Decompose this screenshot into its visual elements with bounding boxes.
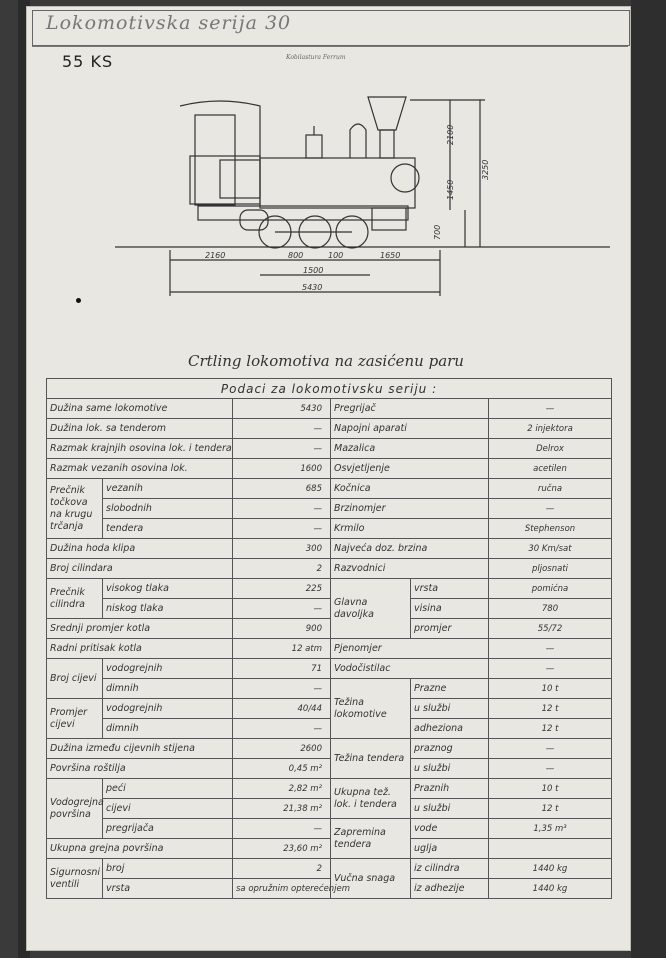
cell-value: 225 (233, 579, 331, 599)
cell-label: Osvjetljenje (331, 459, 489, 479)
dim-label: 700 (433, 224, 442, 240)
cell-value: — (489, 739, 612, 759)
cell-label: Praznih (411, 779, 489, 799)
cell-value: — (233, 819, 331, 839)
dim-label: 2100 (446, 124, 455, 145)
cell-value: 1,35 m³ (489, 819, 612, 839)
table-row (47, 839, 612, 859)
cell-value: 12 t (489, 699, 612, 719)
cell-label: niskog tlaka (103, 599, 233, 619)
dim-label: 2160 (205, 251, 226, 260)
table-row (47, 819, 612, 839)
cell-label: peći (103, 779, 233, 799)
cell-label: Pjenomjer (331, 639, 489, 659)
cell-label: Dužina same lokomotive (47, 399, 233, 419)
table-row (47, 779, 612, 799)
cell-value: 1600 (233, 459, 331, 479)
cell-value: pljosnati (489, 559, 612, 579)
cell-label: Broj cilindara (47, 559, 233, 579)
cell-label: adheziona (411, 719, 489, 739)
cell-label: dimnih (103, 679, 233, 699)
group-label: Glavna davoljka (331, 579, 411, 639)
table-row (47, 739, 612, 759)
table-caption: Crtling lokomotiva na zasićenu paru (188, 352, 464, 370)
table-row (47, 459, 612, 479)
dim-label: 5430 (302, 283, 323, 292)
cell-label: Brzinomjer (331, 499, 489, 519)
drawing-top-caption: Kobilastura Ferrum (286, 54, 346, 61)
cell-label: cijevi (103, 799, 233, 819)
group-label: Prečnik točkova na krugu trčanja (47, 479, 103, 539)
cell-label: Ukupna grejna površina (47, 839, 233, 859)
cell-value: — (489, 659, 612, 679)
header-rule (32, 46, 628, 47)
cell-value: 55/72 (489, 619, 612, 639)
group-label: Prečnik cilindra (47, 579, 103, 619)
cell-value: — (233, 599, 331, 619)
cell-value: 0,45 m² (233, 759, 331, 779)
table-row (47, 479, 612, 499)
cell-value: — (233, 519, 331, 539)
table-row (47, 879, 612, 899)
cell-label: u službi (411, 699, 489, 719)
cell-value: pomićna (489, 579, 612, 599)
table-title: Podaci za lokomotivsku seriju : (47, 379, 612, 399)
cell-value: 12 t (489, 799, 612, 819)
table-row (47, 439, 612, 459)
cell-label: vezanih (103, 479, 233, 499)
table-row (47, 419, 612, 439)
cell-value: sa opružnim opterećenjem (233, 879, 331, 899)
cell-label: pregrijača (103, 819, 233, 839)
cell-label: Razvodnici (331, 559, 489, 579)
series-title: Lokomotivska serija 30 (46, 12, 292, 34)
table-row (47, 399, 612, 419)
table-row (47, 579, 612, 599)
cell-value: 1440 kg (489, 879, 612, 899)
background-edge (631, 0, 666, 958)
cell-value: 300 (233, 539, 331, 559)
table-row (47, 659, 612, 679)
table-row (47, 519, 612, 539)
cell-value: ručna (489, 479, 612, 499)
table-row (47, 379, 612, 399)
cell-label: vrsta (411, 579, 489, 599)
cell-label: Mazalica (331, 439, 489, 459)
cell-value: 2 (233, 559, 331, 579)
cell-label: iz cilindra (411, 859, 489, 879)
table-row (47, 759, 612, 779)
table-row (47, 859, 612, 879)
table-row (47, 799, 612, 819)
cell-value: 2 (233, 859, 331, 879)
cell-label: vodogrejnih (103, 659, 233, 679)
group-label: Težina lokomotive (331, 679, 411, 739)
cell-value: 780 (489, 599, 612, 619)
cell-label: promjer (411, 619, 489, 639)
cell-value: acetilen (489, 459, 612, 479)
cell-label: visokog tlaka (103, 579, 233, 599)
cell-value: — (233, 439, 331, 459)
cell-label: iz adhezije (411, 879, 489, 899)
cell-value: 2600 (233, 739, 331, 759)
cell-value: 12 t (489, 719, 612, 739)
table-row (47, 499, 612, 519)
spec-table (46, 378, 612, 899)
cell-label: Radni pritisak kotla (47, 639, 233, 659)
cell-label: Dužina lok. sa tenderom (47, 419, 233, 439)
cell-label: vrsta (103, 879, 233, 899)
dim-label: 100 (328, 251, 344, 260)
cell-label: u službi (411, 759, 489, 779)
locomotive-drawing (110, 60, 630, 310)
cell-value: 1440 kg (489, 859, 612, 879)
cell-label: Vodočistilac (331, 659, 489, 679)
group-label: Težina tendera (331, 739, 411, 779)
cell-value: 685 (233, 479, 331, 499)
cell-label: uglja (411, 839, 489, 859)
cell-value: — (233, 679, 331, 699)
dim-label: 1450 (446, 179, 455, 200)
group-label: Broj cijevi (47, 659, 103, 699)
group-label: Vučna snaga (331, 859, 411, 899)
group-label: Ukupna tež. lok. i tendera (331, 779, 411, 819)
cell-label: Prazne (411, 679, 489, 699)
cell-value: 40/44 (233, 699, 331, 719)
table-row (47, 559, 612, 579)
cell-label: vodogrejnih (103, 699, 233, 719)
cell-label: Pregrijač (331, 399, 489, 419)
cell-label: Krmilo (331, 519, 489, 539)
cell-label: slobodnih (103, 499, 233, 519)
cell-value (489, 839, 612, 859)
cell-value: 5430 (233, 399, 331, 419)
cell-label: Kočnica (331, 479, 489, 499)
cell-value: 10 t (489, 779, 612, 799)
cell-value: 2 injektora (489, 419, 612, 439)
power-rating: 55 KS (62, 52, 114, 71)
cell-label: Dužina hoda klipa (47, 539, 233, 559)
cell-label: praznog (411, 739, 489, 759)
cell-value: — (489, 759, 612, 779)
cell-value: 900 (233, 619, 331, 639)
cell-value: — (233, 419, 331, 439)
table-row (47, 679, 612, 699)
table-row (47, 699, 612, 719)
cell-value: — (489, 399, 612, 419)
ink-dot (76, 298, 81, 303)
dim-label: 1650 (380, 251, 401, 260)
table-row (47, 619, 612, 639)
cell-value: — (489, 639, 612, 659)
cell-value: 71 (233, 659, 331, 679)
table-row (47, 599, 612, 619)
cell-value: — (489, 499, 612, 519)
cell-label: Napojni aparati (331, 419, 489, 439)
group-label: Sigurnosni ventili (47, 859, 103, 899)
table-row (47, 539, 612, 559)
cell-label: u službi (411, 799, 489, 819)
table-row (47, 719, 612, 739)
cell-value: 23,60 m² (233, 839, 331, 859)
cell-value: — (233, 499, 331, 519)
cell-label: Najveća doz. brzina (331, 539, 489, 559)
dim-label: 800 (288, 251, 304, 260)
group-label: Vodogrejna površina (47, 779, 103, 839)
group-label: Promjer cijevi (47, 699, 103, 739)
group-label: Zapremina tendera (331, 819, 411, 859)
cell-value: Delrox (489, 439, 612, 459)
cell-value: 21,38 m² (233, 799, 331, 819)
dim-label: 3250 (481, 159, 490, 180)
cell-value: Stephenson (489, 519, 612, 539)
table-row (47, 639, 612, 659)
cell-label: broj (103, 859, 233, 879)
cell-value: 30 Km/sat (489, 539, 612, 559)
cell-label: tendera (103, 519, 233, 539)
cell-label: Razmak vezanih osovina lok. (47, 459, 233, 479)
cell-label: visina (411, 599, 489, 619)
cell-label: Srednji promjer kotla (47, 619, 233, 639)
cell-label: Dužina između cijevnih stijena (47, 739, 233, 759)
cell-label: vode (411, 819, 489, 839)
cell-value: 2,82 m² (233, 779, 331, 799)
cell-value: — (233, 719, 331, 739)
cell-value: 12 atm (233, 639, 331, 659)
cell-label: Površina roštilja (47, 759, 233, 779)
cell-label: dimnih (103, 719, 233, 739)
cell-label: Razmak krajnjih osovina lok. i tendera (47, 439, 233, 459)
dim-label: 1500 (303, 266, 324, 275)
cell-value: 10 t (489, 679, 612, 699)
